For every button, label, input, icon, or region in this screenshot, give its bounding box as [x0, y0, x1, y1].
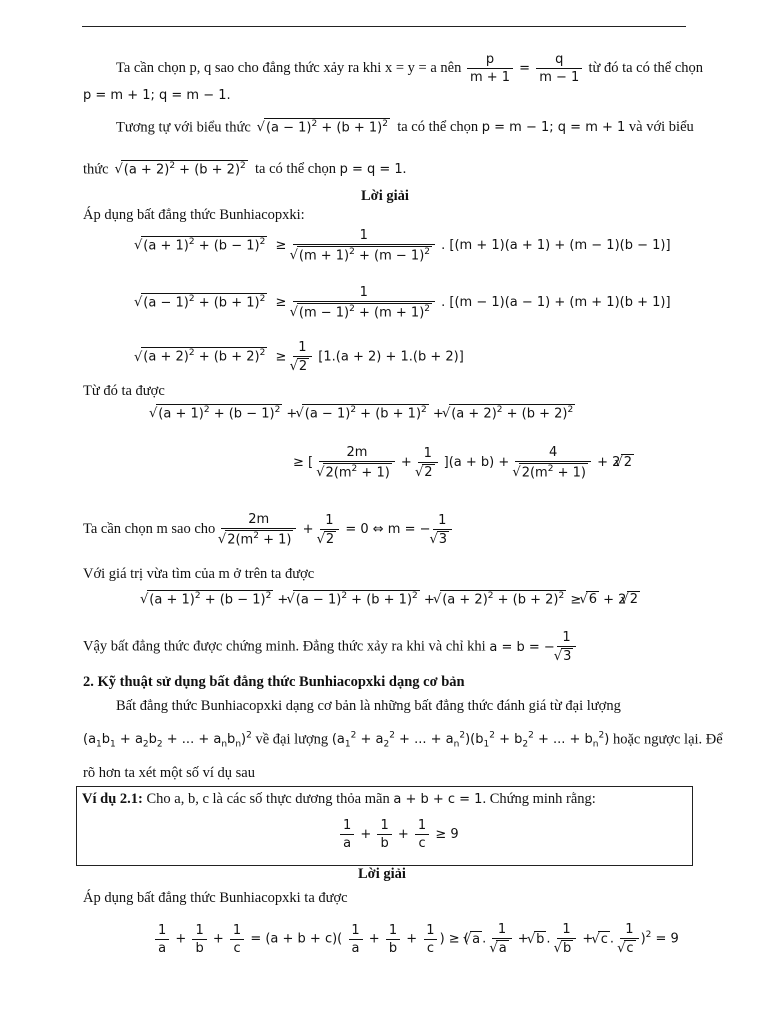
para2-mid: ta có thể chọn p = m − 1; q = m + 1 và với biểu: [393, 119, 694, 136]
example-math: $\frac{1}{a}$ + $\frac{1}{b}$ + $\frac{1}{c}$ ≥ 9: [338, 818, 459, 851]
section2-p2: [83, 731, 723, 750]
para1-text: Ta cần chọn p, q sao cho đẳng thức xảy ra khi x = y = a nên: [116, 60, 462, 76]
para1-math: $\frac{p}{m + 1}$ = $\frac{q}{m - 1}$: [465, 61, 589, 76]
para1-line2: p = m + 1; q = m − 1.: [83, 88, 231, 103]
sum-line: √ $(a + 1)^2 + (b - 1)^2$ + √ $(a - 1)^2 + (b + 1)^2$ + √ $(a + 2)^2 + (b + 2)^2$: [155, 404, 575, 421]
example-label: Ví dụ 2.1:: [82, 791, 143, 807]
section2-p2b: về đại lượng: [255, 731, 329, 748]
example-text: Cho a, b, c là các số thực dương thỏa mãn a + b + c = 1. Chứng minh rằng:: [146, 791, 596, 807]
with-value: Với giá trị vừa tìm của m ở trên ta được: [83, 566, 315, 582]
heading-loigiai-2: Lời giải: [358, 866, 406, 882]
para1: [116, 52, 703, 85]
result-line: √ $(a + 1)^2 + (b - 1)^2$ + √ $(a - 1)^2 + (b + 1)^2$ + √ $(a + 2)^2 + (b + 2)^2$ ≥ √ 6 + 2√ 2: [146, 590, 640, 607]
para2-line2b: ta có thể chọn p = q = 1.: [251, 161, 407, 178]
sum-line2: ≥ [ 2m √ $2(m^2 + 1)$ + 1 √ 2 ](a + b) + 4 √ $2(m^2 + 1)$ + 2√ 2: [293, 445, 634, 480]
example-line: [82, 791, 596, 808]
ineq2: √ $(a - 1)^2 + (b + 1)^2$ ≥ 1 √ $(m - 1)^2 + (m + 1)^2$ . [(m − 1)(a − 1) + (m + 1)(b + 1)]: [140, 285, 671, 320]
final-math: $\frac{1}{a}$ + $\frac{1}{b}$ + $\frac{1}{c}$ = (a + b + c)( $\frac{1}{a}$ + $\frac{1}{b}$ + $\frac{1}{c}$ ) ≥ (√ a . 1 √ a + √ b . 1 √ b + √ c . 1 √ c )$^2$ = 9: [153, 922, 679, 956]
para2-line2a: thức: [83, 161, 109, 178]
section2-p1: Bất đẳng thức Bunhiacopxki dạng cơ bản là những bất đẳng thức đánh giá từ đại lượng: [116, 698, 621, 714]
section2-title: 2. Kỹ thuật sử dụng bất đẳng thức Bunhiacopxki dạng cơ bản: [83, 674, 465, 690]
section2-p2c: ($a_1^2 + a_2^2$ + ... + $a_n^2)(b_1^2 + b_2^2$ + ... + $b_n^2$): [331, 731, 610, 750]
para2: [116, 118, 694, 136]
proved-line: [83, 630, 578, 664]
section2-p2a: ($a_1b_1 + a_2b_2$ + ... + $a_nb_n)^2$: [83, 731, 252, 750]
apply-text-2: Áp dụng bất đẳng thức Bunhiacopxki ta được: [83, 890, 348, 906]
ineq1: √ $(a + 1)^2 + (b - 1)^2$ ≥ 1 √ $(m + 1)^2 + (m - 1)^2$ . [(m + 1)(a + 1) + (m − 1)(b − 1)]: [140, 228, 671, 263]
para2-expr: √ $(a - 1)^2 + (b + 1)^2$: [254, 120, 390, 135]
para1-tail: từ đó ta có thể chọn: [588, 60, 704, 76]
proved-math: a = b = − 1 √ 3: [489, 640, 578, 655]
choose-math: 2m √ $2(m^2 + 1)$ + 1 √ 2 = 0 ⇔ m = − 1 √ 3: [219, 522, 454, 537]
heading-loigiai: Lời giải: [361, 188, 409, 204]
para2-text: Tương tự với biểu thức: [116, 119, 251, 136]
apply-text: Áp dụng bất đẳng thức Bunhiacopxki:: [83, 207, 305, 223]
para2-expr2: √ $(a + 2)^2 + (b + 2)^2$: [112, 162, 248, 177]
choose-line: [83, 512, 454, 547]
para2-line2: [83, 160, 406, 178]
ineq3: √ $(a + 2)^2 + (b + 2)^2$ ≥ 1 √ 2 [1.(a + 2) + 1.(b + 2)]: [140, 340, 464, 374]
section2-p2d: hoặc ngược lại. Để: [612, 731, 723, 748]
section2-p3: rõ hơn ta xét một số ví dụ sau: [83, 765, 255, 781]
tu-do: Từ đó ta được: [83, 383, 165, 399]
header-rule: [82, 26, 686, 27]
choose-text: Ta cần chọn m sao cho: [83, 521, 216, 538]
proved-text: Vậy bất đẳng thức được chứng minh. Đẳng thức xảy ra khi và chỉ khi: [83, 638, 486, 655]
